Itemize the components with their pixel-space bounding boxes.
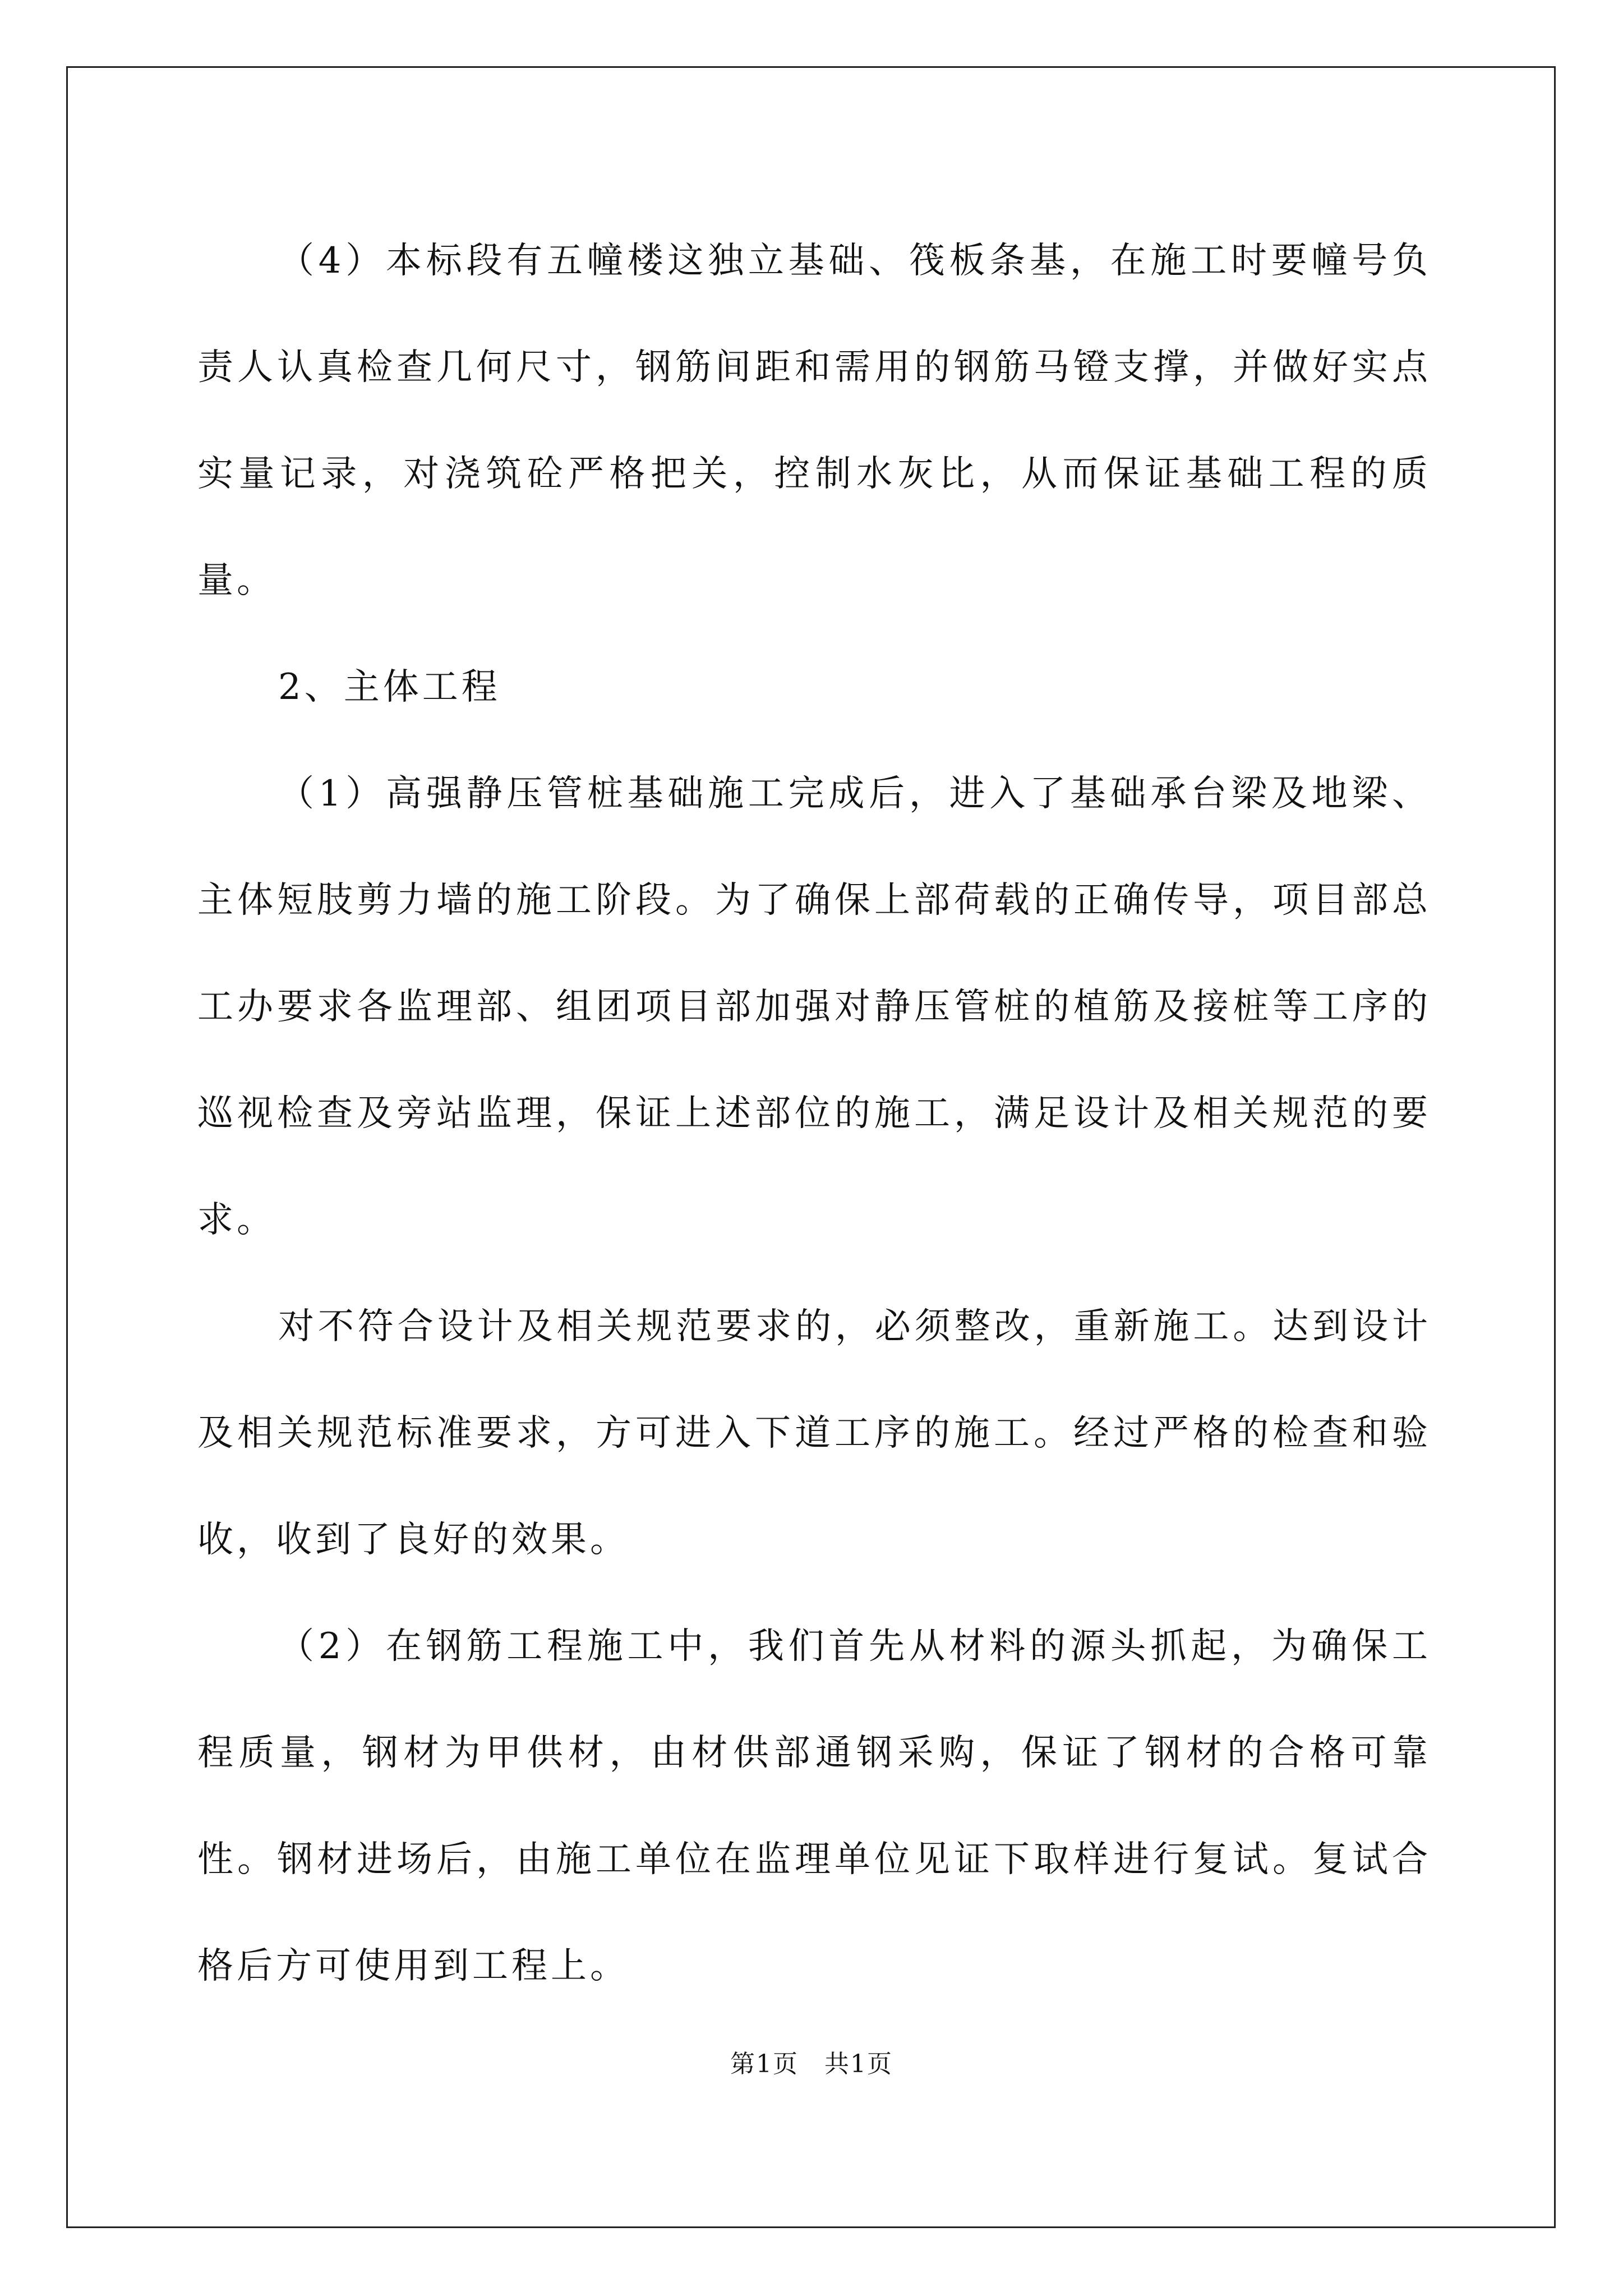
- paragraph-rebar-works: （2）在钢筋工程施工中，我们首先从材料的源头抓起，为确保工程质量，钢材为甲供材，由材供部通钢采购，保证了钢材的合格可靠性。钢材进场后，由施工单位在监理单位见证下取样进行复试。复试合格后方可使用到工程上。: [197, 1626, 1431, 1987]
- page-number-footer: 第1页 共1页: [730, 2050, 893, 2078]
- paragraph-rectification: 对不符合设计及相关规范要求的，必须整改，重新施工。达到设计及相关规范标准要求，方可进入下道工序的施工。经过严格的检查和验收，收到了良好的效果。: [197, 1306, 1431, 1561]
- paragraph-foundation-inspection: （4）本标段有五幢楼这独立基础、筏板条基，在施工时要幢号负责人认真检查几何尺寸，钢筋间距和需用的钢筋马镫支撑，并做好实点实量记录，对浇筑砼严格把关，控制水灰比，从而保证基础工程的质量。: [197, 240, 1431, 601]
- paragraph-pile-foundation: （1）高强静压管桩基础施工完成后，进入了基础承台梁及地梁、主体短肢剪力墙的施工阶段。为了确保上部荷载的正确传导，项目部总工办要求各监理部、组团项目部加强对静压管桩的植筋及接桩等工序的巡视检查及旁站监理，保证上述部位的施工，满足设计及相关规范的要求。: [197, 773, 1431, 1241]
- section-heading-main-structure: 2、主体工程: [278, 666, 501, 708]
- document-body: [197, 208, 1431, 2019]
